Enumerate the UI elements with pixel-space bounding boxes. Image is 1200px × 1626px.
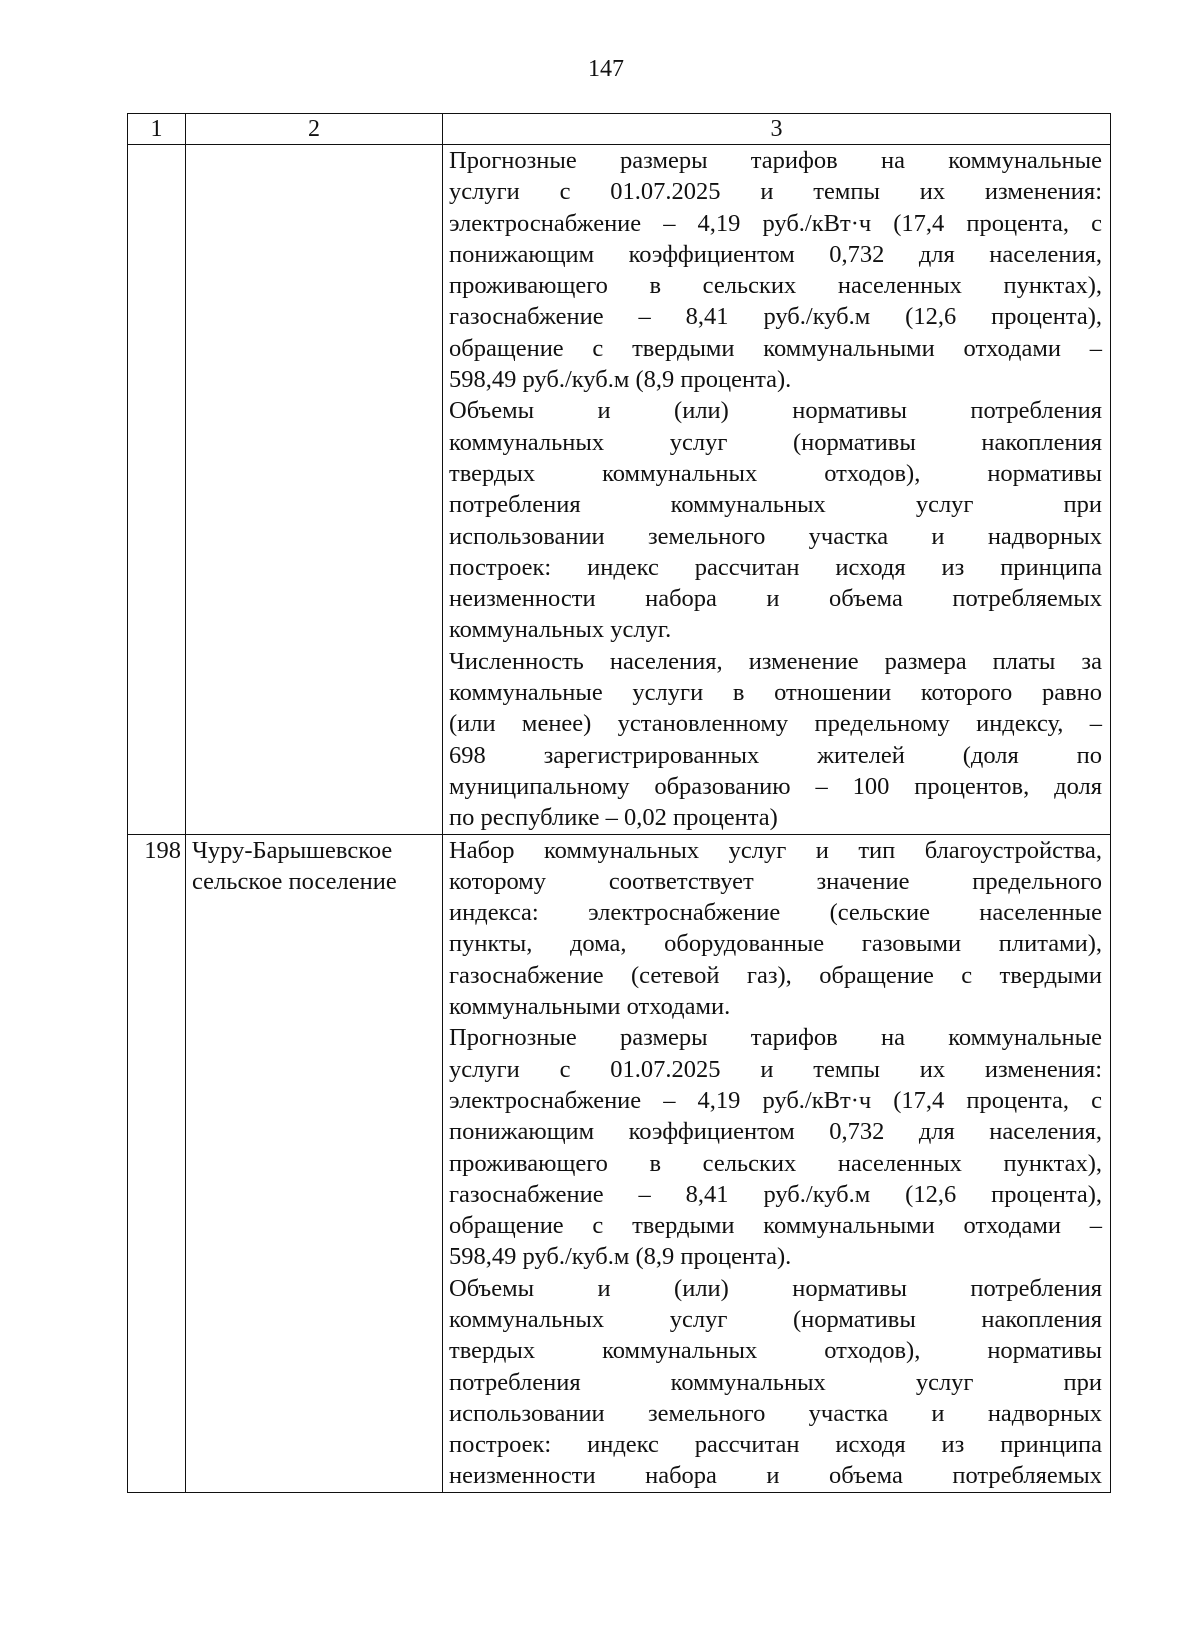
settlement-name-line: Чуру-Барышевское bbox=[192, 836, 393, 864]
description-line: пункты, дома, оборудованные газовыми плитами), bbox=[449, 930, 1102, 958]
table-row bbox=[128, 145, 1111, 835]
description-line: электроснабжение – 4,19 руб./кВт·ч (17,4 процента, с bbox=[449, 209, 1102, 237]
header-col-2: 2 bbox=[186, 114, 443, 145]
description-line: 598,49 руб./куб.м (8,9 процента). bbox=[449, 1243, 792, 1271]
description-line: обращение с твердыми коммунальными отходами – bbox=[449, 1212, 1102, 1240]
page-number: 147 bbox=[588, 56, 624, 82]
description-line: потребления коммунальных услуг при bbox=[449, 491, 1102, 519]
description-line: Объемы и (или) нормативы потребления bbox=[449, 1274, 1102, 1302]
tariff-table bbox=[127, 113, 1111, 1493]
description-line: использовании земельного участка и надворных bbox=[449, 522, 1102, 550]
row-description bbox=[443, 834, 1111, 1492]
description-line: обращение с твердыми коммунальными отходами – bbox=[449, 334, 1102, 362]
description-line: понижающим коэффициентом 0,732 для населения, bbox=[449, 1118, 1102, 1146]
description-line: газоснабжение – 8,41 руб./куб.м (12,6 процента), bbox=[449, 1180, 1102, 1208]
description-line: коммунальных услуг. bbox=[449, 616, 672, 644]
description-paragraph bbox=[449, 395, 1102, 645]
description-line: использовании земельного участка и надворных bbox=[449, 1399, 1102, 1427]
description-paragraph bbox=[449, 145, 1102, 395]
description-line: услуги с 01.07.2025 и темпы их изменения: bbox=[449, 1055, 1102, 1083]
description-paragraph bbox=[449, 835, 1102, 1023]
description-line: Численность населения, изменение размера платы за bbox=[449, 647, 1102, 675]
description-line: Объемы и (или) нормативы потребления bbox=[449, 397, 1102, 425]
description-line: потребления коммунальных услуг при bbox=[449, 1368, 1102, 1396]
description-line: Прогнозные размеры тарифов на коммунальные bbox=[449, 1024, 1102, 1052]
description-line: которому соответствует значение предельного bbox=[449, 867, 1102, 895]
description-line: коммунальными отходами. bbox=[449, 993, 731, 1021]
table-header-row bbox=[128, 114, 1111, 145]
description-line: услуги с 01.07.2025 и темпы их изменения: bbox=[449, 178, 1102, 206]
settlement-name bbox=[186, 145, 443, 835]
description-line: муниципальному образованию – 100 процентов, доля bbox=[449, 772, 1102, 800]
description-line: неизменности набора и объема потребляемых bbox=[449, 1462, 1102, 1490]
description-line: электроснабжение – 4,19 руб./кВт·ч (17,4 процента, с bbox=[449, 1086, 1102, 1114]
description-line: неизменности набора и объема потребляемых bbox=[449, 585, 1102, 613]
row-description bbox=[443, 145, 1111, 835]
description-paragraph bbox=[449, 1273, 1102, 1492]
description-line: твердых коммунальных отходов), нормативы bbox=[449, 459, 1102, 487]
header-col-1: 1 bbox=[128, 114, 186, 145]
description-line: проживающего в сельских населенных пунктах), bbox=[449, 1149, 1102, 1177]
description-line: построек: индекс рассчитан исходя из принципа bbox=[449, 553, 1102, 581]
description-line: газоснабжение – 8,41 руб./куб.м (12,6 процента), bbox=[449, 303, 1102, 331]
description-line: 598,49 руб./куб.м (8,9 процента). bbox=[449, 366, 792, 394]
description-line: Набор коммунальных услуг и тип благоустройства, bbox=[449, 836, 1102, 864]
description-line: коммунальных услуг (нормативы накопления bbox=[449, 1305, 1102, 1333]
row-number: 198 bbox=[128, 834, 186, 1492]
description-line: индекса: электроснабжение (сельские населенные bbox=[449, 899, 1102, 927]
header-col-3: 3 bbox=[443, 114, 1111, 145]
description-paragraph bbox=[449, 1022, 1102, 1272]
row-number bbox=[128, 145, 186, 835]
table-row bbox=[128, 834, 1111, 1492]
description-line: 698 зарегистрированных жителей (доля по bbox=[449, 741, 1102, 769]
description-line: Прогнозные размеры тарифов на коммунальные bbox=[449, 147, 1102, 174]
description-line: по республике – 0,02 процента) bbox=[449, 804, 778, 832]
description-line: твердых коммунальных отходов), нормативы bbox=[449, 1337, 1102, 1365]
description-line: (или менее) установленному предельному индексу, – bbox=[449, 710, 1102, 738]
settlement-name bbox=[186, 834, 443, 1492]
description-line: построек: индекс рассчитан исходя из принципа bbox=[449, 1431, 1102, 1459]
description-paragraph bbox=[449, 646, 1102, 834]
description-line: газоснабжение (сетевой газ), обращение с твердыми bbox=[449, 961, 1102, 989]
description-line: коммунальных услуг (нормативы накопления bbox=[449, 428, 1102, 456]
description-line: коммунальные услуги в отношении которого равно bbox=[449, 679, 1102, 707]
settlement-name-line: сельское поселение bbox=[192, 867, 397, 895]
description-line: проживающего в сельских населенных пунктах), bbox=[449, 272, 1102, 300]
description-line: понижающим коэффициентом 0,732 для населения, bbox=[449, 240, 1102, 268]
